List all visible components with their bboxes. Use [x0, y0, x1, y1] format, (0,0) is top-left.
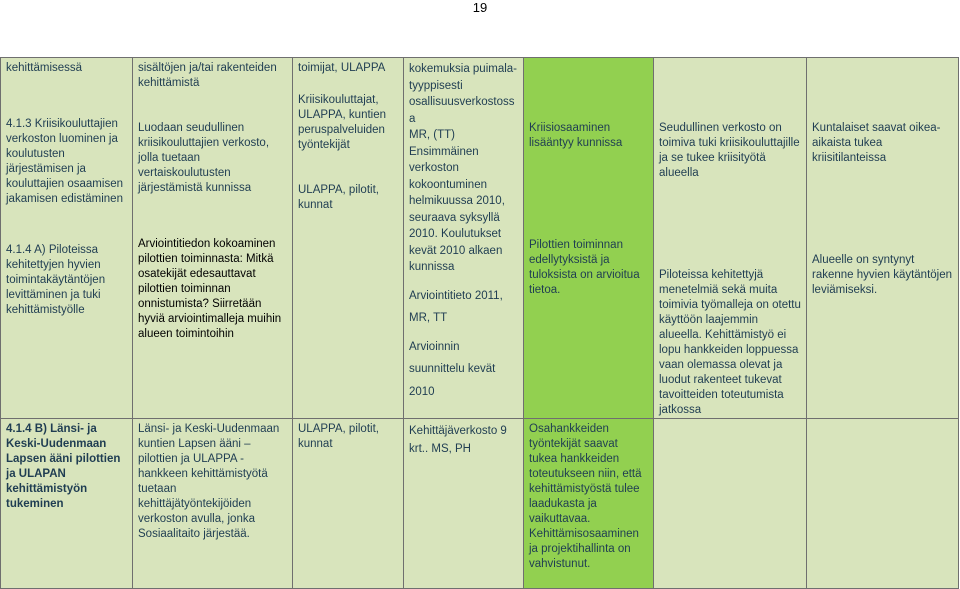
- table-cell: [293, 58, 404, 419]
- cell-text: 4.1.3 Kriisikouluttajien verkoston luominen ja koulutusten järjestämisen ja kouluttajien osaamisen jakamisen edistäminen: [6, 118, 123, 205]
- cell-text: Arvioinnin: [409, 340, 460, 353]
- cell-text: Osahankkeiden työntekijät saavat tukea hankkeiden toteutukseen niin, että kehittämistyöstä tulee laadukasta ja vaikuttavaa. Kehittämisosaaminen ja projektihallinta on vahvistunut.: [529, 423, 642, 570]
- cell-text: Alueelle on syntynyt rakenne hyvien käytäntöjen leviämiseksi.: [812, 254, 953, 296]
- cell-text: Kriisikouluttajat, ULAPPA, kuntien peruspalveluiden työntekijät: [298, 94, 387, 151]
- cell-text: 2010: [409, 385, 435, 398]
- cell-text: toimijat, ULAPPA: [298, 62, 386, 74]
- cell-text: ULAPPA, pilotit, kunnat: [298, 184, 379, 211]
- table-cell: [404, 419, 524, 589]
- cell-text: krt.. MS, PH: [409, 443, 471, 455]
- cell-text: sisältöjen ja/tai rakenteiden kehittämistä: [138, 62, 277, 89]
- table-cell: [807, 58, 959, 419]
- table-cell: [524, 419, 654, 589]
- table-cell: [654, 58, 807, 419]
- cell-text: Arviointitiedon kokoaminen pilottien toiminnasta: Mitkä osatekijät edesauttavat pilottien toiminnan onnistumista? Siirretään hyviä arviointimalleja muihin alueen toimintoihin: [138, 238, 282, 340]
- cell-text: Kriisiosaaminen lisääntyy kunnissa: [529, 122, 623, 149]
- table-cell: [133, 419, 293, 589]
- cell-text: kokemuksia puimala-tyyppisesti osallisuusverkostoss a: [409, 63, 518, 125]
- table-cell: [1, 58, 133, 419]
- table-cell: [807, 419, 959, 589]
- cell-text: Kuntalaiset saavat oikea-aikaista tukea kriisitilanteissa: [812, 122, 941, 164]
- cell-text: Pilottien toiminnan edellytyksistä ja tuloksista on arvioitua tietoa.: [529, 239, 640, 296]
- cell-text: 4.1.4 A) Piloteissa kehitettyjen hyvien toimintakäytäntöjen levittäminen ja tuki kehittämistyölle: [6, 244, 106, 316]
- cell-text: kehittämisessä: [6, 62, 83, 74]
- table-cell: [524, 58, 654, 419]
- cell-text: Seudullinen verkosto on toimiva tuki kriisikouluttajille ja se tukee kriisityötä alueella: [659, 122, 800, 179]
- cell-text: Kehittäjäverkosto 9: [409, 425, 507, 437]
- cell-text: ULAPPA, pilotit, kunnat: [298, 423, 379, 450]
- cell-text: Länsi- ja Keski-Uudenmaan kuntien Lapsen ääni – pilottien ja ULAPPA -hankkeen kehittämistyötä tuetaan kehittäjätyöntekijöiden verkoston avulla, jonka Sosiaalitaito järjestää.: [138, 423, 280, 540]
- table-row: [1, 58, 959, 419]
- table-row: [1, 419, 959, 589]
- cell-text: suunnittelu kevät: [409, 363, 496, 375]
- plan-table: [0, 57, 959, 589]
- cell-text: Luodaan seudullinen kriisikouluttajien verkosto, jolla tuetaan vertaiskoulutusten järjestämistä kunnissa: [138, 122, 270, 194]
- page-number: 19: [472, 0, 488, 15]
- table-cell: [293, 419, 404, 589]
- cell-text: Piloteissa kehitettyjä menetelmiä sekä muita toimivia työmalleja on otettu käyttöön laajemmin alueella. Kehittämistyö ei lopu hankkeiden loppuessa vaan olemassa olevat ja luodut rakenteet tukevat tavoitteiden toteutumista jatkossa: [659, 269, 801, 416]
- table-cell: [1, 419, 133, 589]
- table-cell: [133, 58, 293, 419]
- cell-text: Arviointitieto 2011,: [409, 289, 503, 302]
- table-cell: [654, 419, 807, 589]
- cell-text: MR, (TT) Ensimmäinen verkoston kokoontuminen helmikuussa 2010, seuraava syksyllä 2010. Koulutukset kevät 2010 alkaen kunnissa: [409, 129, 505, 273]
- cell-text: 4.1.4 B) Länsi- ja Keski-Uudenmaan Lapsen ääni pilottien ja ULAPAN kehittämistyön tukeminen: [6, 423, 121, 510]
- cell-text: MR, TT: [409, 312, 448, 324]
- table-cell: [404, 58, 524, 419]
